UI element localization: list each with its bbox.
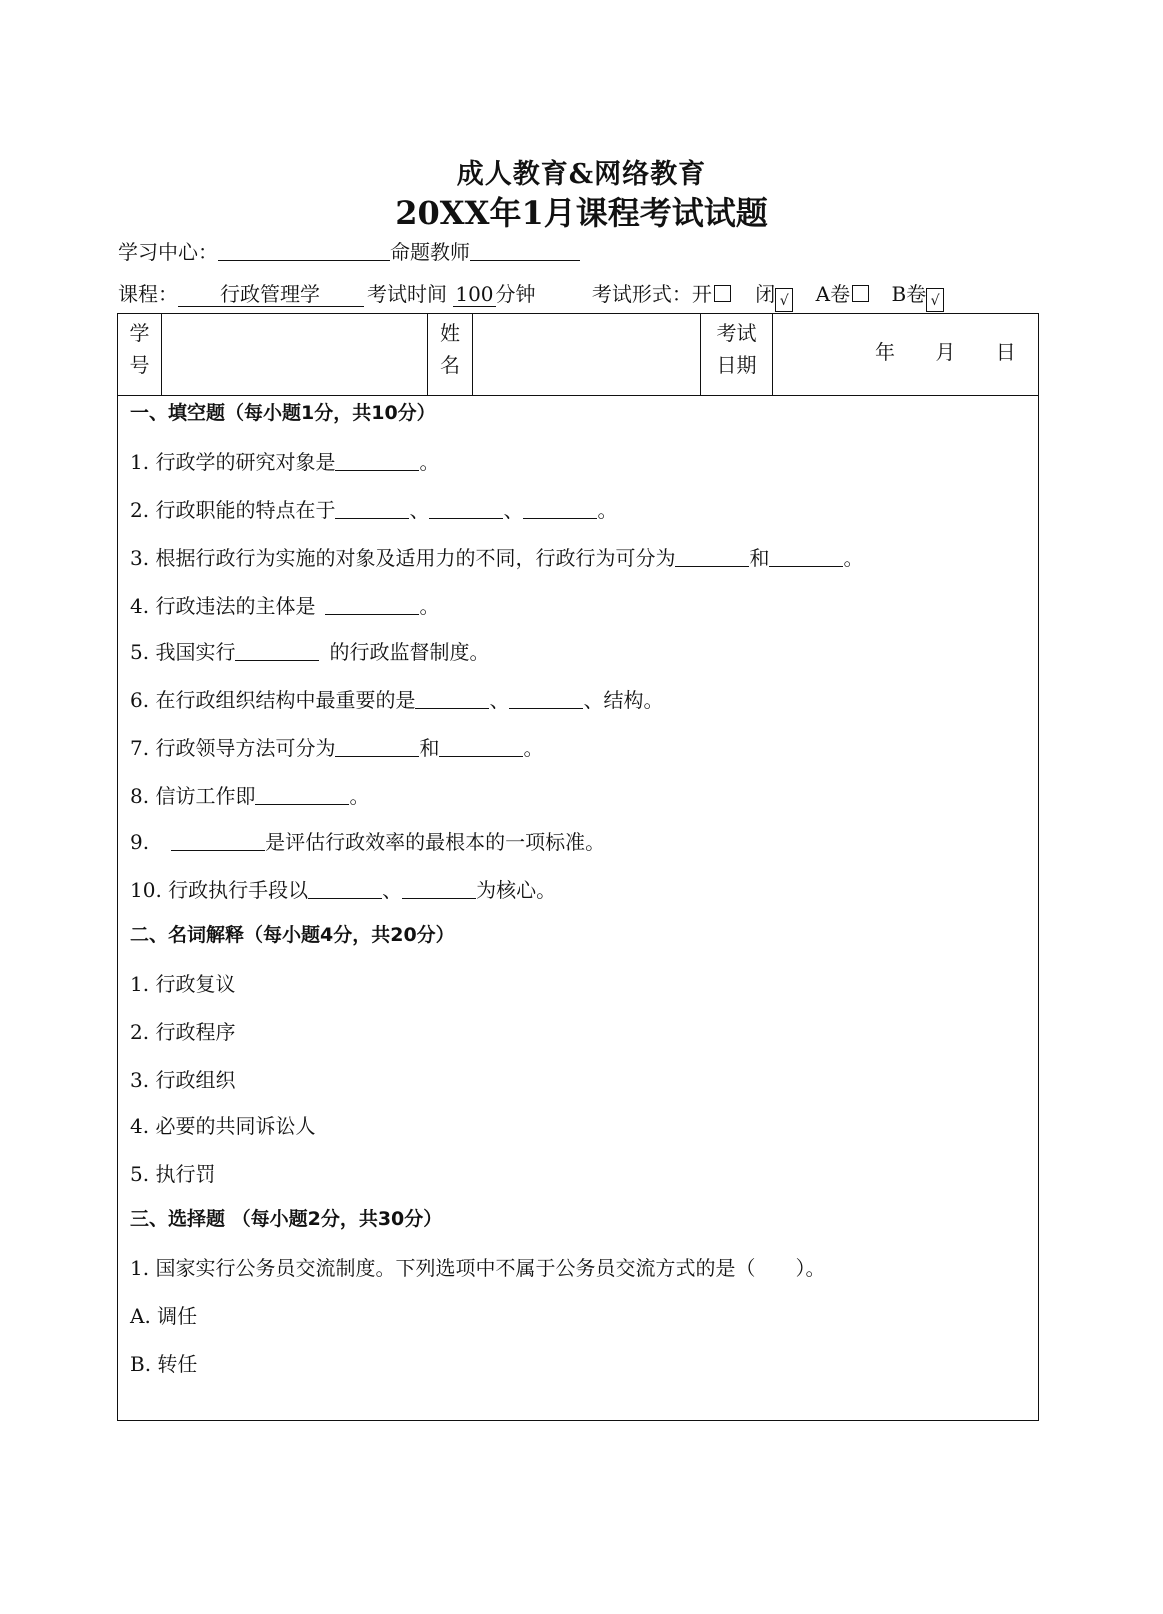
section3-title: 三、选择题 （每小题2分，共30分） [130,1208,443,1230]
exam-frame [117,313,1039,1421]
question-text: 4. 行政违法的主体是 [130,594,316,618]
question-text: 1. 行政学的研究对象是 [130,450,336,474]
paper-b-checkbox[interactable]: √ [926,288,944,312]
center-blank [218,240,390,261]
answer-blank[interactable] [335,498,409,519]
fill-question-8 [130,780,369,809]
answer-blank[interactable] [523,498,597,519]
question-text: 2. 行政职能的特点在于 [130,498,336,522]
question-text: 10. 行政执行手段以 [130,878,309,902]
fill-question-6 [130,684,663,713]
answer-blank[interactable] [439,736,523,757]
name-label-2: 名 [440,353,460,377]
question-text: 9. [130,830,150,854]
term-item: 1. 行政复议 [130,972,236,996]
question-text: 6. 在行政组织结构中最重要的是 [130,688,416,712]
question-text: 7. 行政领导方法可分为 [130,736,336,760]
answer-blank[interactable] [509,688,583,709]
question-text: 5. 我国实行 [130,640,236,664]
answer-blank[interactable] [235,640,319,661]
student-id-field[interactable] [162,314,426,394]
answer-blank[interactable] [429,498,503,519]
exam-date-label-2: 日期 [716,353,757,377]
exam-form-label: 考试形式：开 [591,282,712,306]
question-text: 。 [419,594,440,618]
term-item: 2. 行政程序 [130,1020,236,1044]
section1-title: 一、填空题（每小题1分，共10分） [130,402,436,424]
question-text: 是评估行政效率的最根本的一项标准。 [265,830,606,854]
name-label-1: 姓 [440,321,460,345]
name-field[interactable] [473,314,699,394]
meta-line-2 [118,278,944,312]
answer-blank[interactable] [308,878,382,899]
fill-question-7 [130,732,543,761]
answer-blank[interactable] [402,878,476,899]
answer-blank[interactable] [171,830,265,851]
center-label: 学习中心： [118,240,218,264]
exam-date-label-1: 考试 [716,321,757,345]
answer-blank[interactable] [675,546,749,567]
fill-question-1 [130,446,439,475]
closed-label: 闭 [755,282,776,306]
question-text: 为核心。 [476,878,557,902]
question-text: 。 [843,546,864,570]
exam-time-unit: 分钟 [495,282,536,306]
exam-time-value: 100 [455,282,494,306]
question-text: 、 [409,498,430,522]
question-text: 和 [419,736,440,760]
exam-date-field[interactable] [773,336,1038,368]
question-text: 。 [523,736,544,760]
teacher-label: 命题教师 [390,240,470,264]
choice-option-a[interactable]: A. 调任 [130,1304,198,1328]
question-text: 的行政监督制度。 [329,640,490,664]
exam-date-label [701,317,772,381]
fill-question-2 [130,494,617,523]
closed-checkbox[interactable]: √ [775,288,793,312]
name-label [428,317,472,381]
question-text: 。 [349,784,370,808]
exam-title: 20XX年1月课程考试试题 [395,194,768,232]
term-item: 5. 执行罚 [130,1162,216,1186]
open-checkbox[interactable] [714,285,731,302]
choice-option-b[interactable]: B. 转任 [130,1352,198,1376]
answer-blank[interactable] [335,736,419,757]
question-text: 、 [382,878,403,902]
question-text: 8. 信访工作即 [130,784,256,808]
month-label: 月 [935,340,956,364]
course-name: 行政管理学 [178,282,364,307]
answer-blank[interactable] [325,594,419,615]
info-header-row [118,314,1038,396]
paper-a-label: A卷 [815,282,851,306]
day-label: 日 [995,340,1016,364]
fill-question-10 [130,874,556,903]
question-text: 、 [503,498,524,522]
answer-blank[interactable] [255,784,349,805]
paper-b-label: B卷 [891,282,927,306]
question-text: 。 [419,450,440,474]
fill-question-5 [130,636,489,665]
question-text: 。 [597,498,618,522]
section2-title: 二、名词解释（每小题4分，共20分） [130,924,455,946]
paper-a-checkbox[interactable] [852,285,869,302]
choice-question-1: 1. 国家实行公务员交流制度。下列选项中不属于公务员交流方式的是（ ）。 [130,1256,826,1280]
fill-question-9 [130,826,605,855]
answer-blank[interactable] [415,688,489,709]
answer-blank[interactable] [769,546,843,567]
course-label: 课程： [118,282,178,306]
question-text: 、结构。 [583,688,664,712]
student-id-label-1: 学 [129,321,150,345]
teacher-blank [470,240,580,261]
fill-question-4 [130,590,439,619]
question-text: 、 [489,688,510,712]
question-text: 3. 根据行政行为实施的对象及适用力的不同，行政行为可分为 [130,546,676,570]
student-id-label [118,317,161,381]
term-item: 4. 必要的共同诉讼人 [130,1114,316,1138]
term-item: 3. 行政组织 [130,1068,236,1092]
exam-time-label: 考试时间 [367,282,447,306]
answer-blank[interactable] [335,450,419,471]
fill-question-3 [130,542,863,571]
meta-line-1 [118,236,580,265]
question-text: 和 [749,546,770,570]
institution-title: 成人教育&网络教育 [456,159,707,190]
year-label: 年 [875,340,895,364]
student-id-label-2: 号 [129,353,150,377]
